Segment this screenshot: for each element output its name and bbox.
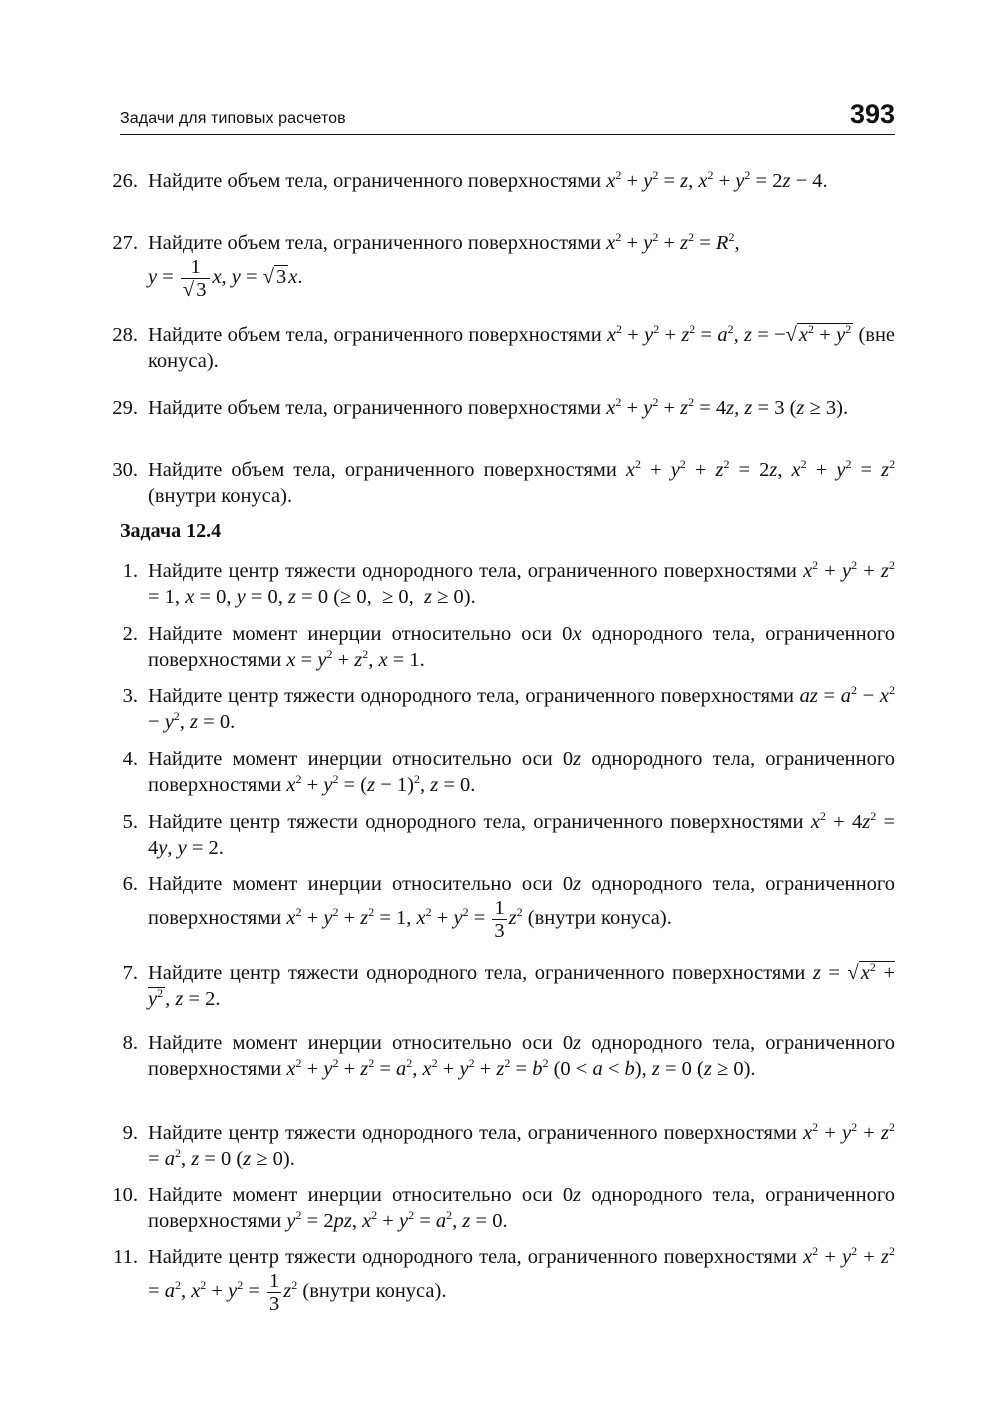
problem-number: 4. bbox=[122, 748, 138, 770]
problem-2 bbox=[100, 621, 895, 673]
problem-text: Найдите объем тела, ограниченного поверхностями $x^2 + y^2 + z^2 = R^2$, y = $\frac{1}{√3}$ x, y = √3x. bbox=[148, 230, 740, 301]
problem-text: Найдите объем тела, ограниченного поверхностями $x^2 + y^2 + z^2 = 4z$, z = 3 (z ≥ 3). bbox=[148, 395, 849, 419]
problem-8 bbox=[100, 1030, 895, 1082]
problem-26 bbox=[100, 168, 895, 194]
problem-number: 11. bbox=[113, 1246, 138, 1268]
problem-text: Найдите центр тяжести однородного тела, ограниченного поверхностями $x^2 + y^2 + z^2 = a^2$, z = 0 (z ≥ 0). bbox=[148, 1120, 896, 1170]
page-number: 393 bbox=[849, 99, 895, 129]
problem-5 bbox=[100, 809, 895, 861]
problem-text: Найдите центр тяжести однородного тела, ограниченного поверхностями $x^2 + y^2 + z^2 = 1$, x = 0, y = 0, z = 0 (≥ 0, ≥ 0, z ≥ 0). bbox=[148, 558, 896, 608]
problem-text: Найдите момент инерции относительно оси 0z однородного тела, ограниченного поверхностями $x^2 + y^2 = (z - 1)^2$, z = 0. bbox=[148, 748, 896, 796]
problem-7 bbox=[100, 960, 895, 1012]
page-header bbox=[120, 98, 895, 135]
section-heading: Задача 12.4 bbox=[120, 520, 222, 542]
problem-3 bbox=[100, 683, 895, 735]
problem-text: Найдите объем тела, ограниченного поверхностями $x^2 + y^2 + z^2 = a^2$, $z = -√x^2 + y^2$ (вне конуса). bbox=[148, 322, 896, 372]
problem-27 bbox=[100, 230, 895, 301]
problem-number: 8. bbox=[122, 1032, 138, 1054]
problem-text: Найдите центр тяжести однородного тела, ограниченного поверхностями az = $a^2 - x^2 - y^2$, z = 0. bbox=[148, 683, 895, 733]
problem-29 bbox=[100, 395, 895, 421]
problem-number: 29. bbox=[112, 397, 138, 419]
problem-number: 27. bbox=[112, 232, 138, 254]
problem-11 bbox=[100, 1244, 895, 1315]
problem-number: 2. bbox=[122, 623, 138, 645]
problem-number: 5. bbox=[122, 811, 138, 833]
running-title: Задачи для типовых расчетов bbox=[120, 110, 346, 127]
problem-number: 6. bbox=[122, 873, 138, 895]
problem-text: Найдите центр тяжести однородного тела, ограниченного поверхностями $x^2 + y^2 + z^2 = a^2$, $x^2 + y^2$ = $\frac{1}{3}$ $z^2$ (внутри конуса). bbox=[148, 1244, 896, 1315]
problem-4 bbox=[100, 746, 895, 798]
problem-number: 30. bbox=[112, 459, 138, 481]
problem-text: Найдите объем тела, ограниченного поверхностями $x^2 + y^2 = z$, $x^2 + y^2 = 2z - 4$. bbox=[148, 168, 828, 192]
problem-text: Найдите объем тела, ограниченного поверхностями $x^2 + y^2 + z^2 = 2z$, $x^2 + y^2 = z^2$ (внутри конуса). bbox=[148, 457, 896, 507]
problem-text: Найдите момент инерции относительно оси 0x однородного тела, ограниченного поверхностями $x = y^2 + z^2$, x = 1. bbox=[148, 623, 896, 671]
problem-number: 9. bbox=[122, 1122, 138, 1144]
problem-text: Найдите момент инерции относительно оси 0z однородного тела, ограниченного поверхностями $y^2 = 2pz$, $x^2 + y^2 = a^2$, z = 0. bbox=[148, 1184, 896, 1232]
problem-text: Найдите момент инерции относительно оси 0z однородного тела, ограниченного поверхностями $x^2 + y^2 + z^2 = a^2$, $x^2 + y^2 + z^2 = b^2$ (0 < a < b), z = 0 (z ≥ 0). bbox=[148, 1032, 896, 1080]
problem-number: 3. bbox=[122, 685, 138, 707]
problem-10 bbox=[100, 1182, 895, 1234]
problem-text: Найдите центр тяжести однородного тела, ограниченного поверхностями $z = √x^2 + y^2$, z = 2. bbox=[148, 960, 896, 1010]
problem-28 bbox=[100, 322, 895, 374]
fraction: $\frac{1}{3}$ bbox=[494, 897, 505, 942]
problem-text: Найдите момент инерции относительно оси 0z однородного тела, ограниченного поверхностями $x^2 + y^2 + z^2 = 1$, $x^2 + y^2$ = $\frac{1}{3}$ $z^2$ (внутри конуса). bbox=[148, 873, 896, 942]
problem-6 bbox=[100, 871, 895, 942]
problem-number: 28. bbox=[112, 324, 138, 346]
problem-30 bbox=[100, 457, 895, 509]
problem-number: 7. bbox=[122, 962, 138, 984]
problem-number: 10. bbox=[112, 1184, 138, 1206]
problem-1 bbox=[100, 558, 895, 610]
fraction: $\frac{1}{√3}$ bbox=[181, 256, 211, 301]
fraction: $\frac{1}{3}$ bbox=[269, 1270, 280, 1315]
problem-number: 1. bbox=[122, 560, 138, 582]
problem-number: 26. bbox=[112, 170, 138, 192]
problem-text: Найдите центр тяжести однородного тела, ограниченного поверхностями $x^2 + 4z^2 = 4y$, y = 2. bbox=[148, 809, 896, 859]
problem-9 bbox=[100, 1120, 895, 1172]
